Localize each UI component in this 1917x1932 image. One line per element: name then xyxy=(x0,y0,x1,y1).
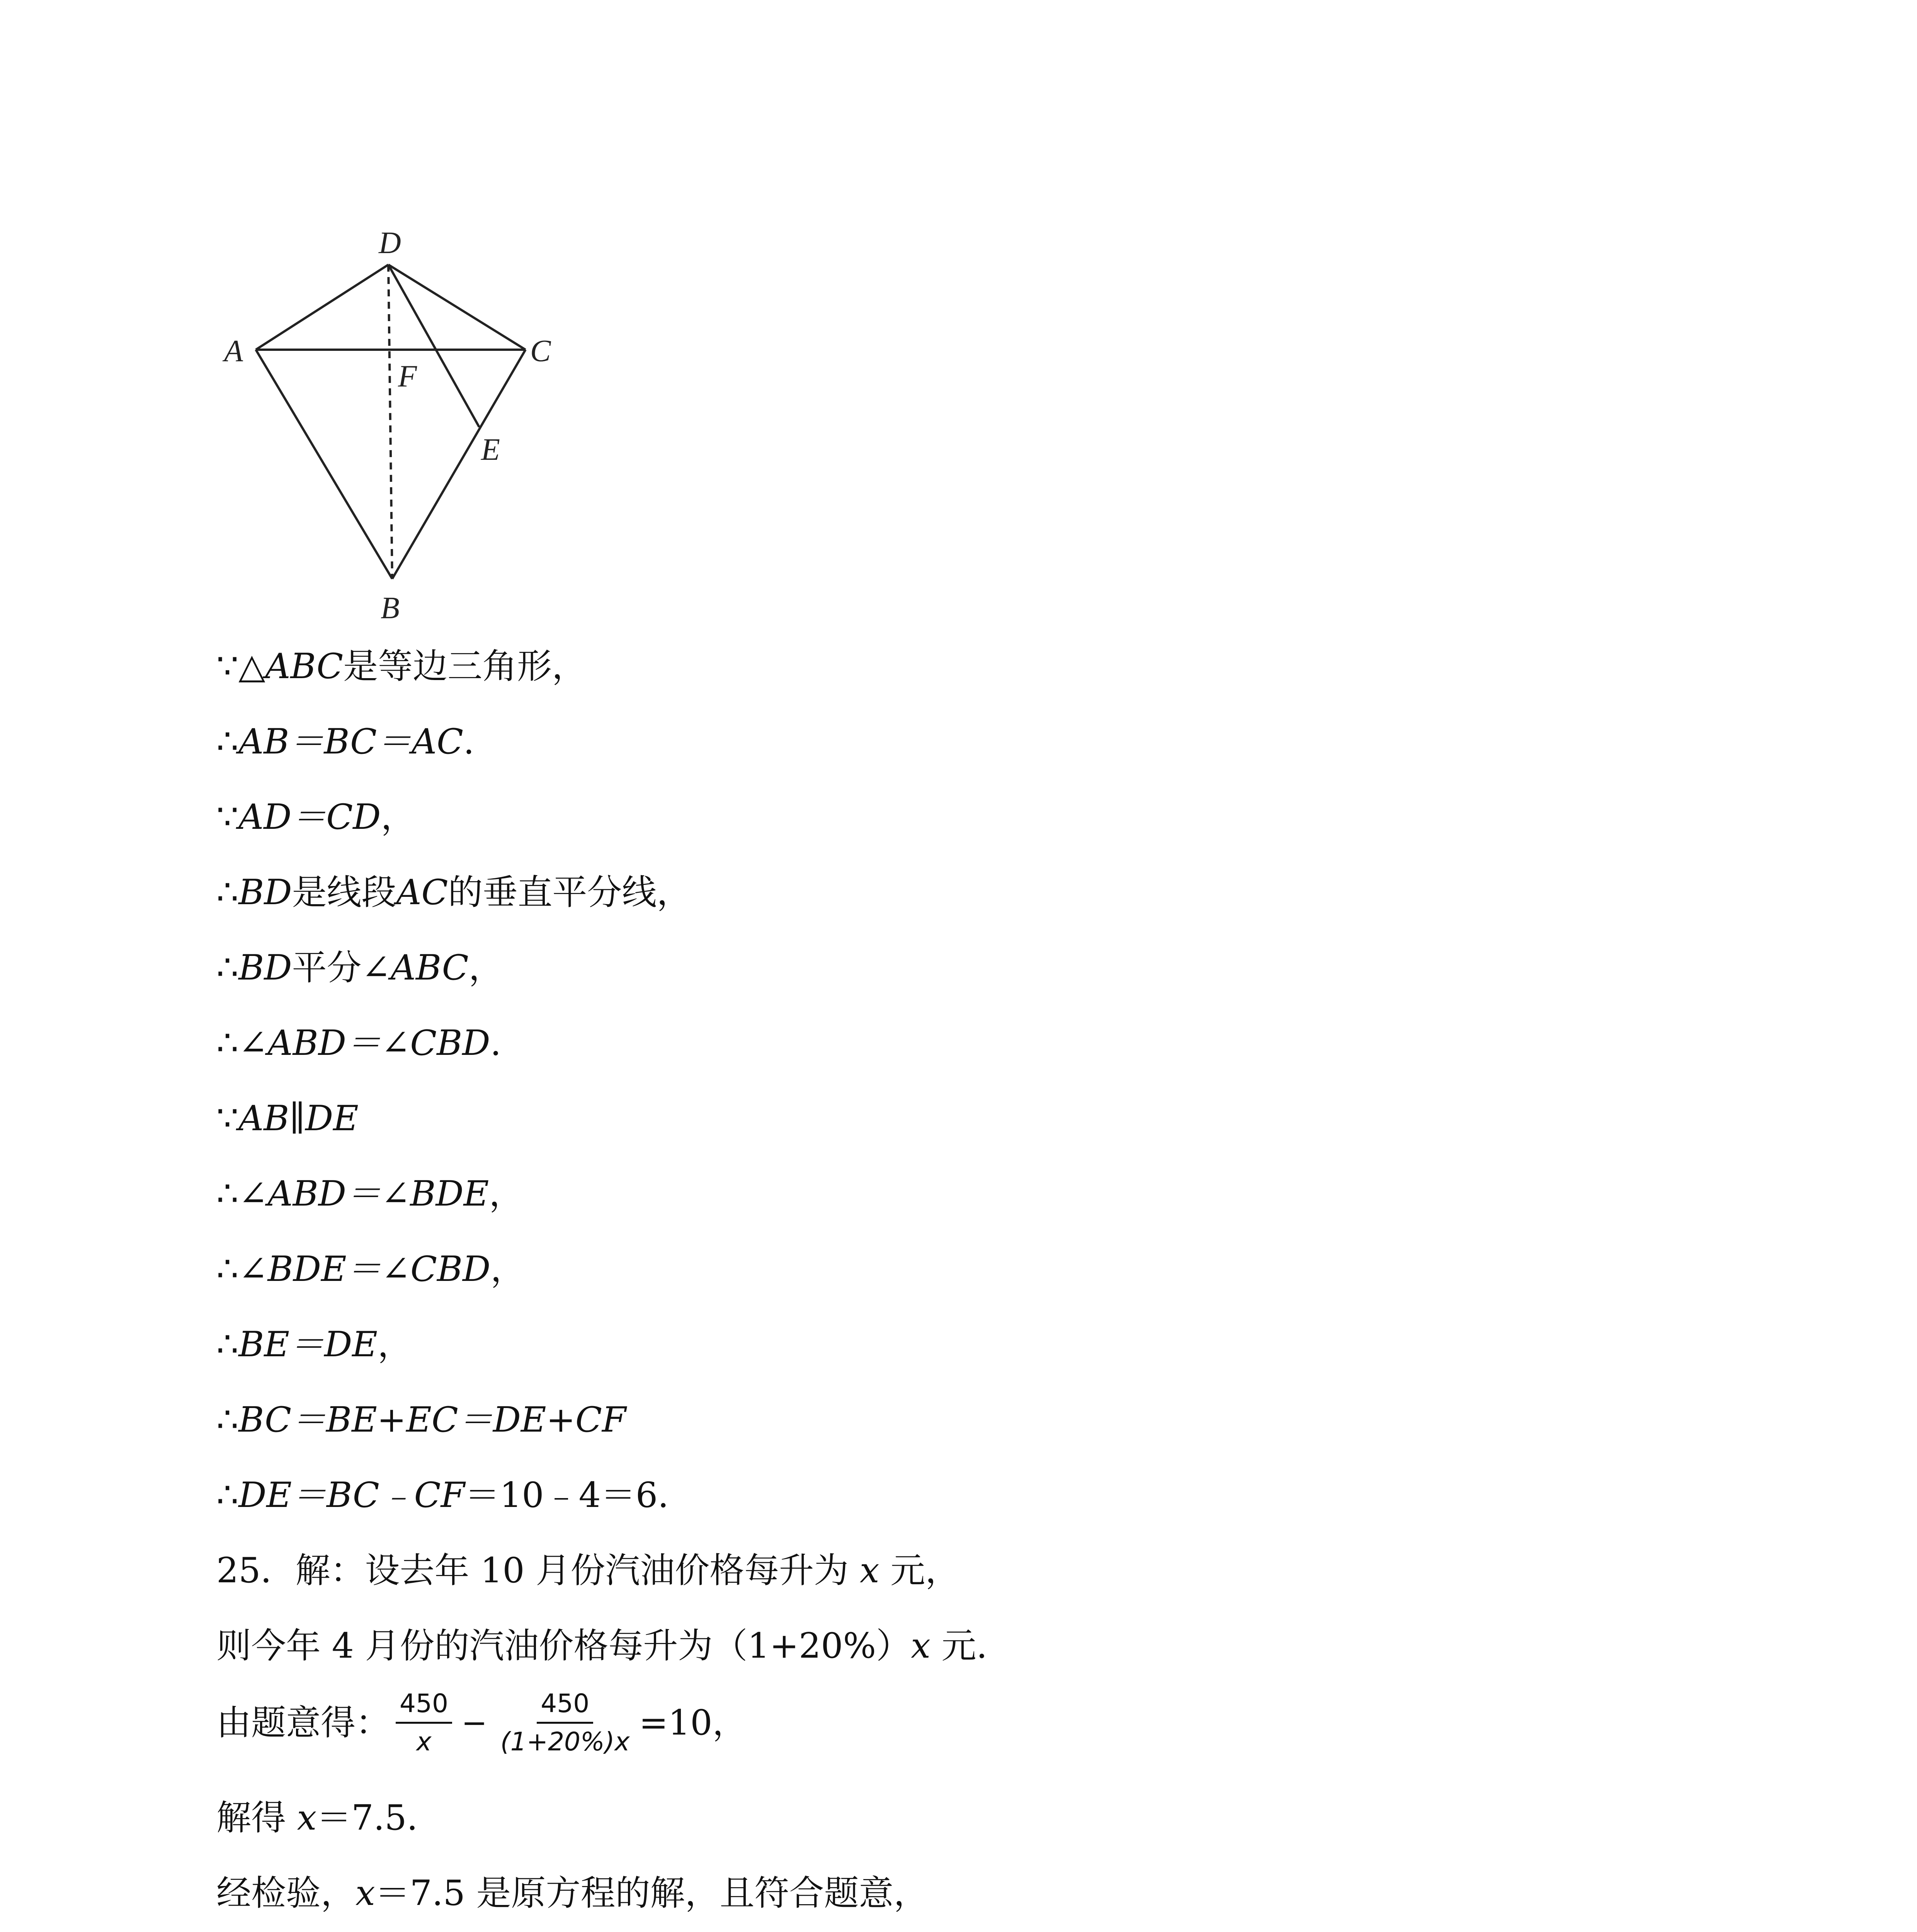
text: ∵ xyxy=(216,797,239,837)
minus-sign: − xyxy=(461,1704,488,1741)
q25-equation-line xyxy=(216,1689,747,1757)
label-d: D xyxy=(379,226,401,260)
var: AB∥DE xyxy=(238,1098,359,1139)
var: BE＝DE xyxy=(238,1324,378,1365)
text: ， xyxy=(377,1324,412,1365)
geometry-figure xyxy=(216,216,603,641)
text: ， xyxy=(489,1173,524,1214)
q25-line-5 xyxy=(216,1872,929,1915)
text: ∴∠ xyxy=(216,1023,268,1063)
text: ， xyxy=(381,797,416,837)
fraction-1 xyxy=(396,1689,452,1757)
numerator: 450 xyxy=(396,1689,452,1724)
var: DE＝BC﹣CF xyxy=(238,1475,465,1515)
text: 解得 xyxy=(216,1798,297,1838)
text: 由题意得： xyxy=(216,1702,390,1743)
text: ＝10﹣4＝6. xyxy=(465,1475,669,1515)
proof-line-10 xyxy=(216,1323,412,1366)
text: 的垂直平分线， xyxy=(448,872,692,913)
label-b: B xyxy=(381,591,400,625)
var: BD xyxy=(238,872,292,913)
text: ， xyxy=(468,947,503,988)
q25-line-4 xyxy=(216,1797,418,1839)
proof-line-5 xyxy=(216,947,503,989)
proof-line-11 xyxy=(216,1399,626,1441)
var: x xyxy=(356,1873,375,1913)
text: . xyxy=(490,1023,502,1063)
proof-line-3 xyxy=(216,796,415,838)
var: AB＝BC＝AC xyxy=(238,721,463,762)
segment-ab xyxy=(256,350,392,579)
proof-line-8 xyxy=(216,1173,524,1215)
proof-line-2 xyxy=(216,721,475,763)
text: 经检验， xyxy=(216,1873,356,1913)
var: BD xyxy=(238,947,292,988)
text: =10， xyxy=(639,1702,747,1743)
var: ABD＝∠BDE xyxy=(267,1173,489,1214)
text: . xyxy=(463,721,475,762)
text: 元. xyxy=(930,1626,988,1666)
var: x xyxy=(297,1798,317,1838)
text: ∴∠ xyxy=(216,1173,268,1214)
text: ∴ xyxy=(216,872,239,913)
proof-line-9 xyxy=(216,1248,525,1291)
fraction-2 xyxy=(497,1689,634,1757)
var: AC xyxy=(396,872,448,913)
text: ＝7.5. xyxy=(316,1798,418,1838)
segment-dc xyxy=(388,265,526,350)
text: 元， xyxy=(879,1550,960,1591)
label-f: F xyxy=(398,359,417,393)
proof-line-4 xyxy=(216,871,691,914)
segment-db-dashed xyxy=(388,265,392,579)
text: ∴ xyxy=(216,1324,239,1365)
segment-da xyxy=(256,265,388,350)
proof-line-7 xyxy=(216,1097,359,1140)
var: x xyxy=(859,1550,879,1591)
var: x xyxy=(911,1626,930,1666)
proof-line-1 xyxy=(216,645,587,688)
var: BDE＝∠CBD xyxy=(267,1249,491,1289)
denominator: (1+20%)x xyxy=(500,1727,630,1757)
segment-de xyxy=(388,265,479,427)
numerator: 450 xyxy=(537,1689,593,1724)
denominator: x xyxy=(416,1727,432,1757)
text: ∴ xyxy=(216,1475,239,1515)
var: ABC xyxy=(390,947,469,988)
text: ∴ xyxy=(216,1400,239,1440)
text: ∴∠ xyxy=(216,1249,268,1289)
text: ∴ xyxy=(216,721,239,762)
text: 是线段 xyxy=(292,872,396,913)
text: 25．解：设去年 10 月份汽油价格每升为 xyxy=(216,1550,860,1591)
q25-line-2 xyxy=(216,1625,987,1667)
text: ， xyxy=(490,1249,526,1289)
text: 平分∠ xyxy=(292,947,391,988)
label-e: E xyxy=(481,433,500,467)
text: ∵△ xyxy=(216,646,265,687)
var: ABD＝∠CBD xyxy=(267,1023,490,1063)
label-c: C xyxy=(530,334,551,368)
q25-line-1 xyxy=(216,1549,960,1592)
var: BC＝BE+EC＝DE+CF xyxy=(238,1400,626,1440)
text: 是等边三角形， xyxy=(343,646,587,687)
proof-line-6 xyxy=(216,1022,501,1065)
text: ＝7.5 是原方程的解，且符合题意， xyxy=(375,1873,929,1913)
text: ∵ xyxy=(216,1098,239,1139)
var: AD＝CD xyxy=(238,797,381,837)
proof-line-12 xyxy=(216,1474,669,1517)
text: 则今年 4 月份的汽油价格每升为（1+20%） xyxy=(216,1626,911,1666)
label-a: A xyxy=(224,334,243,368)
var: ABC xyxy=(265,646,344,687)
text: ∴ xyxy=(216,947,239,988)
